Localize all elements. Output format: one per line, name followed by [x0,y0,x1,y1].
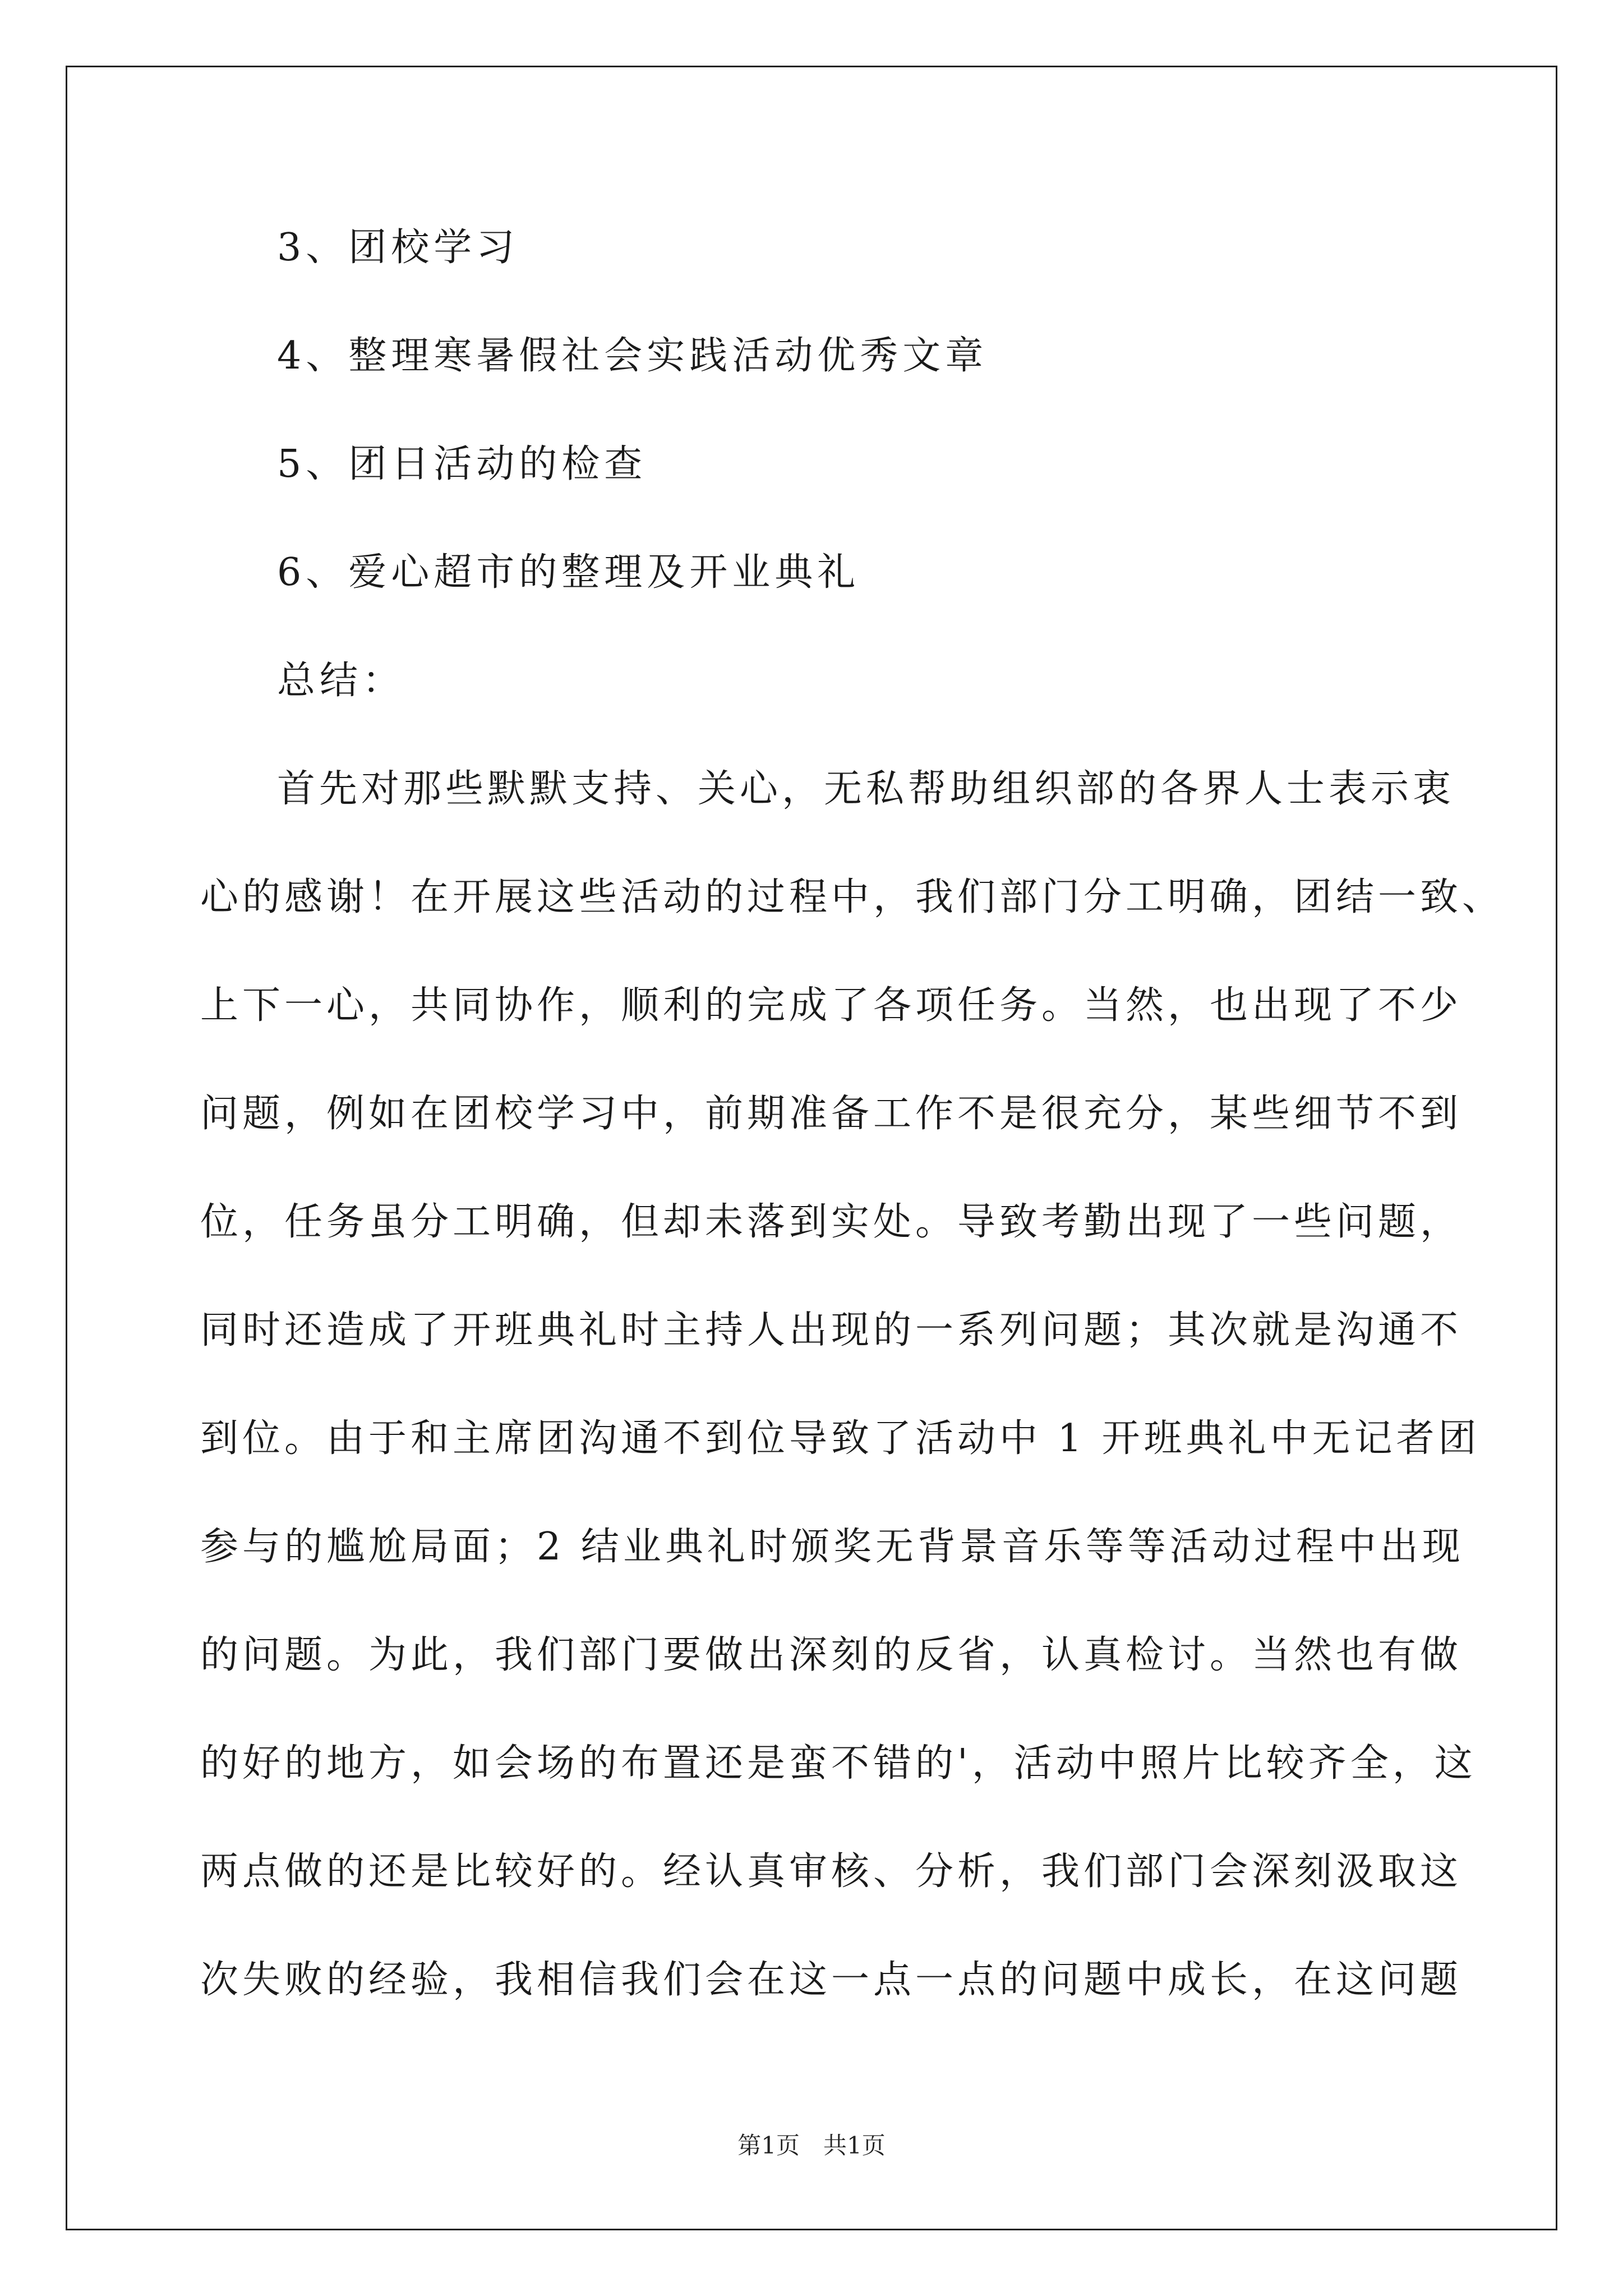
paragraph-line: 到位。由于和主席团沟通不到位导致了活动中 1 开班典礼中无记者团 [200,1416,1481,1461]
paragraph-line: 两点做的还是比较好的。经认真审核、分析，我们部门会深刻汲取这 [200,1849,1463,1894]
list-item: 4、整理寒暑假社会实践活动优秀文章 [277,334,988,378]
paragraph-line: 首先对那些默默支持、关心，无私帮助组织部的各界人士表示衷 [277,767,1455,811]
paragraph-line: 上下一心，共同协作，顺利的完成了各项任务。当然，也出现了不少 [200,983,1463,1028]
list-item: 5、团日活动的检查 [277,442,647,486]
paragraph-line: 问题，例如在团校学习中，前期准备工作不是很充分，某些细节不到 [200,1092,1463,1136]
paragraph-line: 心的感谢！在开展这些活动的过程中，我们部门分工明确，团结一致、 [200,875,1505,919]
paragraph-line: 参与的尴尬局面；2 结业典礼时颁奖无背景音乐等等活动过程中出现 [200,1525,1464,1569]
paragraph-line: 次失败的经验，我相信我们会在这一点一点的问题中成长，在这问题 [200,1958,1463,2002]
paragraph-line: 同时还造成了开班典礼时主持人出现的一系列问题；其次就是沟通不 [200,1308,1463,1352]
page-number-footer: 第1页 共1页 [737,2132,886,2159]
paragraph-line: 的问题。为此，我们部门要做出深刻的反省，认真检讨。当然也有做 [200,1633,1463,1677]
paragraph-line: 位，任务虽分工明确，但却未落到实处。导致考勤出现了一些问题， [200,1200,1463,1244]
list-item: 6、爱心超市的整理及开业典礼 [277,550,860,595]
list-item: 3、团校学习 [277,226,519,270]
summary-heading: 总结： [277,659,405,703]
paragraph-line: 的好的地方，如会场的布置还是蛮不错的'，活动中照片比较齐全，这 [200,1741,1477,1786]
page-border [66,66,1557,2230]
